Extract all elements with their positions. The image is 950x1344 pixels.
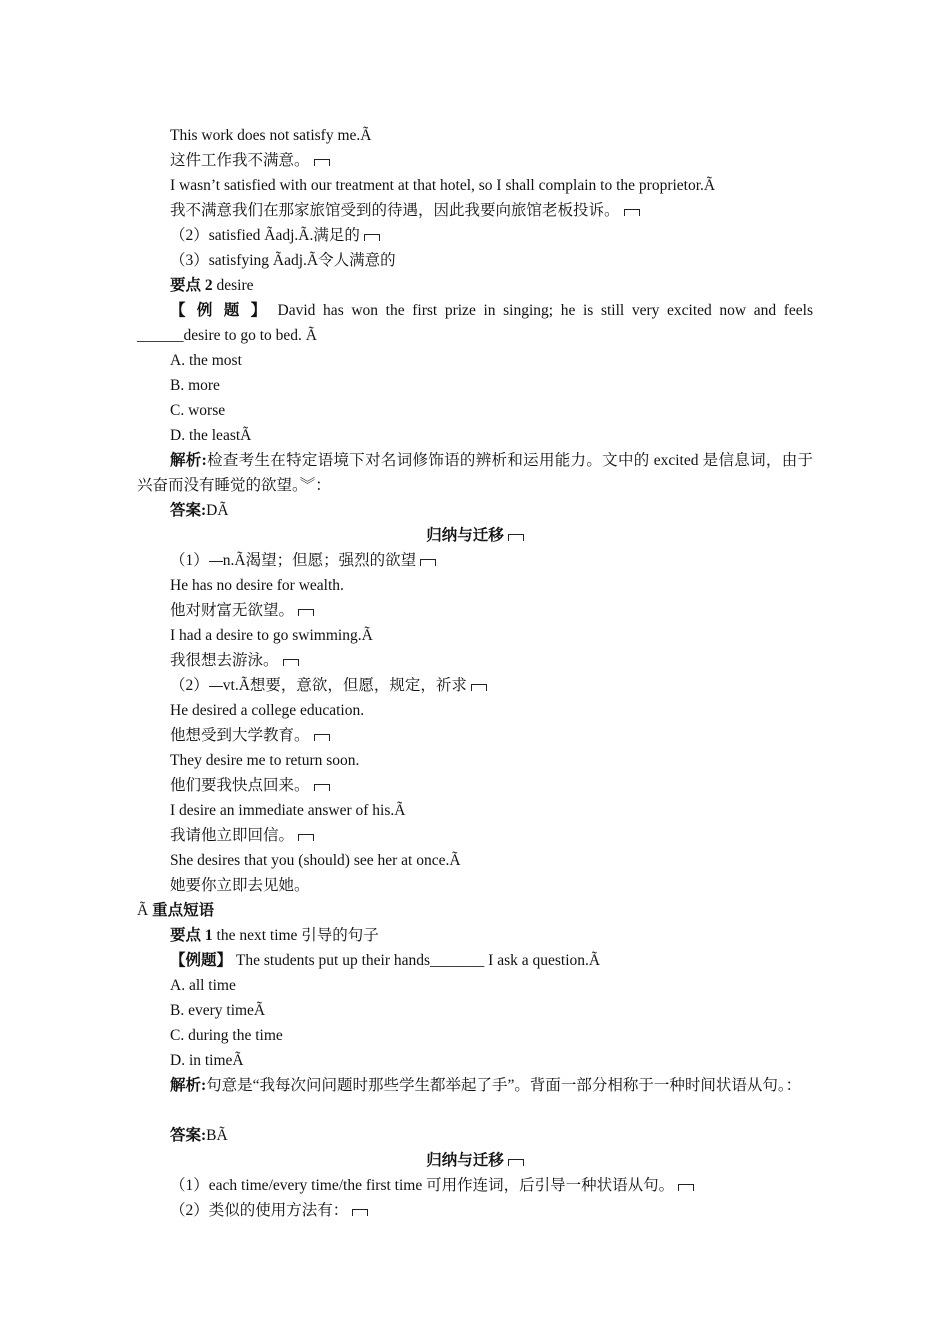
text-line	[0, 848, 950, 873]
text-line	[0, 1123, 950, 1148]
text-line	[0, 573, 950, 598]
line-text: This work does not satisfy me.Ã	[170, 127, 372, 144]
text-line	[0, 123, 950, 148]
text-line	[0, 548, 950, 573]
line-text: D. the leastÃ	[170, 427, 252, 444]
line-text: 他对财富无欲望。	[170, 602, 295, 619]
line-text: David has won the first prize in singing; he is still very excited now and feels ______desire to go to bed. Ã	[137, 302, 813, 344]
line-text: I had a desire to go swimming.Ã	[170, 627, 373, 644]
text-line	[0, 798, 950, 823]
text-line	[0, 948, 950, 973]
text-line	[0, 673, 950, 698]
text-line	[0, 398, 950, 423]
text-line	[0, 773, 950, 798]
line-text: I desire an immediate answer of his.Ã	[170, 802, 406, 819]
paragraph-mark-icon	[283, 659, 299, 666]
bold-label: 解析:	[170, 1077, 207, 1094]
text-line	[0, 973, 950, 998]
line-text: BÃ	[206, 1127, 228, 1144]
line-text: 他们要我快点回来。	[170, 777, 310, 794]
line-text: 归纳与迁移	[426, 1152, 504, 1169]
line-text: DÃ	[206, 502, 229, 519]
line-text: The students put up their hands_______ I ask a question.Ã	[232, 952, 601, 969]
line-text: Ã	[137, 902, 153, 919]
text-line	[0, 873, 950, 898]
bold-label: 要点 2	[170, 277, 213, 294]
line-text: She desires that you (should) see her at once.Ã	[170, 852, 461, 869]
paragraph-mark-icon	[352, 1209, 368, 1216]
text-line	[0, 898, 950, 923]
line-text: 检查考生在特定语境下对名词修饰语的辨析和运用能力。文中的 excited 是信息词，由于兴奋而没有睡觉的欲望。︾：	[137, 452, 813, 494]
paragraph-mark-icon	[314, 159, 330, 166]
line-text: （2）	[170, 677, 209, 694]
text-line	[0, 223, 950, 248]
bold-label: 要点 1	[170, 927, 213, 944]
paragraph-mark-icon	[508, 1159, 524, 1166]
paragraph-mark-icon	[420, 559, 436, 566]
line-text: 他想受到大学教育。	[170, 727, 310, 744]
text-line	[0, 423, 950, 448]
line-text: desire	[212, 277, 254, 294]
line-text: vt.Ã想要，意欲，但愿，规定，祈求	[222, 677, 467, 694]
paragraph-mark-icon	[508, 534, 524, 541]
text-line	[0, 1023, 950, 1048]
line-text: n.Ã渴望；但愿；强烈的欲望	[222, 552, 417, 569]
document-page	[0, 123, 950, 1223]
text-line	[0, 923, 950, 948]
text-line	[0, 1073, 950, 1123]
line-text: D. in timeÃ	[170, 1052, 244, 1069]
line-text: （2）类似的使用方法有：	[170, 1202, 349, 1219]
line-text: 我很想去游泳。	[170, 652, 279, 669]
line-text: 归纳与迁移	[426, 527, 504, 544]
text-line	[0, 1048, 950, 1073]
line-text: He has no desire for wealth.	[170, 577, 344, 594]
text-line	[0, 1198, 950, 1223]
text-line	[0, 598, 950, 623]
text-line	[0, 298, 950, 348]
bold-label: 【例题】	[170, 952, 233, 969]
bold-label: 解析:	[170, 452, 207, 469]
blank-underline	[209, 561, 223, 562]
text-line	[0, 1148, 950, 1173]
text-line	[0, 823, 950, 848]
text-line	[0, 523, 950, 548]
line-text: 我不满意我们在那家旅馆受到的待遇，因此我要向旅馆老板投诉。	[170, 202, 620, 219]
paragraph-mark-icon	[471, 684, 487, 691]
paragraph-mark-icon	[298, 834, 314, 841]
line-text: （3）satisfying Ãadj.Ã令人满意的	[170, 252, 396, 269]
text-line	[0, 698, 950, 723]
text-line	[0, 748, 950, 773]
line-text: 她要你立即去见她。	[170, 877, 310, 894]
line-text: B. every timeÃ	[170, 1002, 266, 1019]
line-text: 这件工作我不满意。	[170, 152, 310, 169]
line-text: B. more	[170, 377, 220, 394]
text-line	[0, 648, 950, 673]
paragraph-mark-icon	[678, 1184, 694, 1191]
paragraph-mark-icon	[314, 734, 330, 741]
line-text: He desired a college education.	[170, 702, 365, 719]
bold-label: 答案:	[170, 502, 207, 519]
bold-label: 【 例 题 】	[170, 302, 270, 319]
paragraph-mark-icon	[314, 784, 330, 791]
paragraph-mark-icon	[298, 609, 314, 616]
text-line	[0, 1173, 950, 1198]
text-line	[0, 448, 950, 498]
line-text: 句意是“我每次问问题时那些学生都举起了手”。背面一部分相称于一种时间状语从句。：	[206, 1077, 802, 1094]
blank-underline	[209, 686, 223, 687]
line-text: C. during the time	[170, 1027, 283, 1044]
text-line	[0, 273, 950, 298]
line-text: A. the most	[170, 352, 242, 369]
line-text: （2）satisfied Ãadj.Ã.满足的	[170, 227, 360, 244]
bold-label: 重点短语	[152, 902, 215, 919]
bold-label: 答案:	[170, 1127, 207, 1144]
text-line	[0, 998, 950, 1023]
line-text: （1）each time/every time/the first time 可用作连词，后引导一种状语从句。	[170, 1177, 675, 1194]
line-text: C. worse	[170, 402, 226, 419]
line-text: 我请他立即回信。	[170, 827, 295, 844]
text-line	[0, 723, 950, 748]
line-text: （1）	[170, 552, 209, 569]
paragraph-mark-icon	[624, 209, 640, 216]
text-line	[0, 248, 950, 273]
text-line	[0, 498, 950, 523]
text-line	[0, 623, 950, 648]
line-text: I wasn’t satisfied with our treatment at that hotel, so I shall complain to the proprietor.Ã	[170, 177, 716, 194]
text-line	[0, 173, 950, 198]
text-line	[0, 348, 950, 373]
text-line	[0, 198, 950, 223]
line-text: the next time 引导的句子	[212, 927, 379, 944]
paragraph-mark-icon	[364, 234, 380, 241]
text-line	[0, 148, 950, 173]
line-text: A. all time	[170, 977, 236, 994]
text-line	[0, 373, 950, 398]
line-text: They desire me to return soon.	[170, 752, 360, 769]
